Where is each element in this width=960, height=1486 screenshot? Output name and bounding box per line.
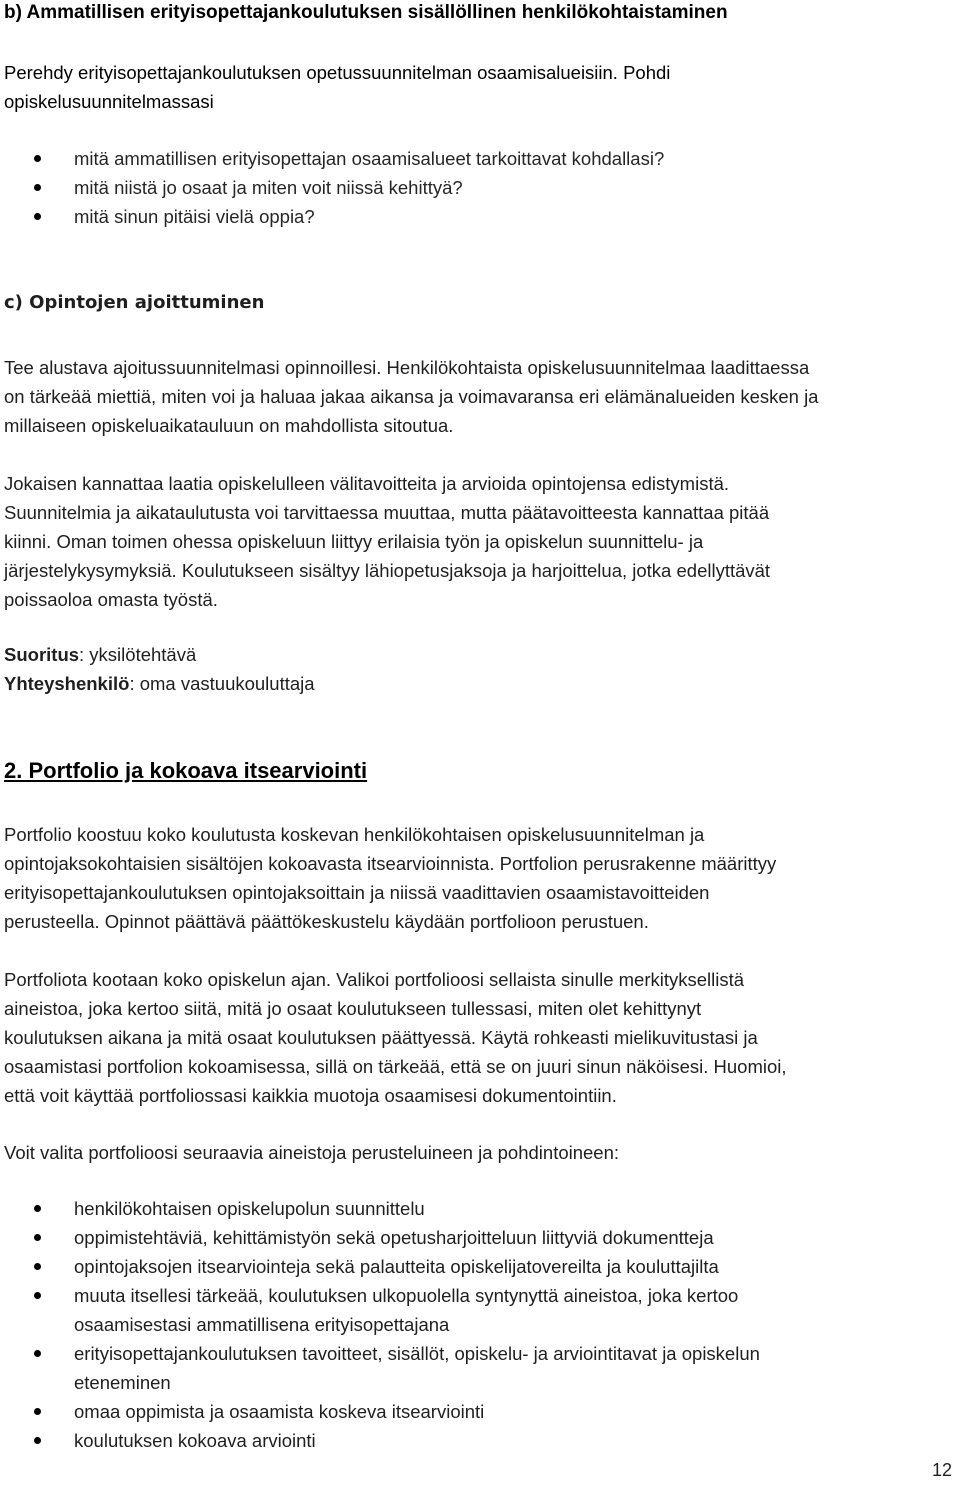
list-item-text: mitä niistä jo osaat ja miten voit niissä kehittyä? xyxy=(74,177,463,198)
bullet-icon xyxy=(34,1234,41,1241)
section-b-heading: b) Ammatillisen erityisopettajankoulutuksen sisällöllinen henkilökohtaistaminen xyxy=(4,2,728,23)
section-c-paragraph xyxy=(4,353,959,440)
portfolio-materials-list xyxy=(4,1194,944,1455)
list-item-text: koulutuksen kokoava arviointi xyxy=(74,1430,316,1451)
paragraph-line: kiinni. Oman toimen ohessa opiskeluun liittyy erilaisia työn ja opiskelun suunnittelu- ja xyxy=(4,531,704,552)
section-2-paragraph xyxy=(4,820,959,936)
paragraph-line: Jokaisen kannattaa laatia opiskelulleen välitavoitteita ja arvioida opintojensa edistymistä. xyxy=(4,473,730,494)
contact-label: Yhteyshenkilö xyxy=(4,673,130,694)
intro-line: Perehdy erityisopettajankoulutuksen opetussuunnitelman osaamisalueisiin. Pohdi xyxy=(4,62,671,83)
list-item-text: mitä ammatillisen erityisopettajan osaamisalueet tarkoittavat kohdallasi? xyxy=(74,148,665,169)
bullet-icon xyxy=(34,1263,41,1270)
paragraph-line: erityisopettajankoulutuksen opintojaksoittain ja niissä vaadittavien osaamistavoitteiden xyxy=(4,882,710,903)
paragraph-line: että voit käyttää portfoliossasi kaikkia muotoja osaamisesi dokumentointiin. xyxy=(4,1085,617,1106)
section-2-paragraph xyxy=(4,965,959,1110)
section-2-heading: 2. Portfolio ja kokoava itsearviointi xyxy=(4,758,368,783)
list-item xyxy=(4,173,944,202)
list-item xyxy=(4,1397,944,1426)
paragraph-line: on tärkeää miettiä, miten voi ja haluaa jakaa aikansa ja voimavaransa eri elämänalueiden kesken ja xyxy=(4,386,819,407)
list-item-text: oppimistehtäviä, kehittämistyön sekä opetusharjoitteluun liittyviä dokumentteja xyxy=(74,1227,714,1248)
list-item-text: henkilökohtaisen opiskelupolun suunnittelu xyxy=(74,1198,425,1219)
list-item-text: eteneminen xyxy=(74,1372,171,1393)
paragraph-line: perusteella. Opinnot päättävä päättökeskustelu käydään portfolioon perustuen. xyxy=(4,911,649,932)
contact-row xyxy=(4,669,959,698)
list-item xyxy=(4,202,944,231)
list-item-text: mitä sinun pitäisi vielä oppia? xyxy=(74,206,315,227)
section-c-paragraph xyxy=(4,469,959,614)
suoritus-row xyxy=(4,640,959,669)
list-item-text: omaa oppimista ja osaamista koskeva itsearviointi xyxy=(74,1401,485,1422)
suoritus-value: : yksilötehtävä xyxy=(79,644,197,665)
assignment-info xyxy=(4,640,959,698)
suoritus-label: Suoritus xyxy=(4,644,80,665)
list-item-text: opintojaksojen itsearviointeja sekä palautteita opiskelijatovereilta ja kouluttajilta xyxy=(74,1256,719,1277)
paragraph-line: Portfolio koostuu koko koulutusta koskevan henkilökohtaisen opiskelusuunnitelman ja xyxy=(4,824,705,845)
paragraph-line: aineistoa, joka kertoo siitä, mitä jo osaat koulutukseen tullessasi, miten olet kehittynyt xyxy=(4,998,702,1019)
intro-line: opiskelusuunnitelmassasi xyxy=(4,91,214,112)
bullet-icon xyxy=(34,1408,41,1415)
paragraph-line: Suunnitelmia ja aikataulutusta voi tarvittaessa muuttaa, mutta päätavoitteesta kannattaa pitää xyxy=(4,502,770,523)
reflection-questions-list xyxy=(4,144,944,231)
bullet-icon xyxy=(34,1205,41,1212)
list-item xyxy=(4,1223,944,1252)
bullet-icon xyxy=(34,184,41,191)
bullet-icon xyxy=(34,155,41,162)
list-item xyxy=(4,1194,944,1223)
bullet-icon xyxy=(34,1292,41,1299)
list-item-text: erityisopettajankoulutuksen tavoitteet, sisällöt, opiskelu- ja arviointitavat ja opiskelun xyxy=(74,1343,760,1364)
paragraph-line: millaiseen opiskeluaikatauluun on mahdollista sitoutua. xyxy=(4,415,454,436)
bullet-icon xyxy=(34,1437,41,1444)
paragraph-line: koulutuksen aikana ja mitä osaat koulutuksen päättyessä. Käytä rohkeasti mielikuvitustasi ja xyxy=(4,1027,758,1048)
paragraph-line: poissaoloa omasta työstä. xyxy=(4,589,218,610)
paragraph-line: Portfoliota kootaan koko opiskelun ajan. Valikoi portfolioosi sellaista sinulle merkityksellistä xyxy=(4,969,745,990)
list-item-text: muuta itsellesi tärkeää, koulutuksen ulkopuolella syntynyttä aineistoa, joka kertoo xyxy=(74,1285,739,1306)
paragraph-line: opintojaksokohtaisien sisältöjen kokoavasta itsearvioinnista. Portfolion perusrakenne määrittyy xyxy=(4,853,777,874)
bullet-icon xyxy=(34,213,41,220)
list-item xyxy=(4,1252,944,1281)
list-item xyxy=(4,1281,944,1339)
list-item xyxy=(4,1339,944,1397)
bullet-icon xyxy=(34,1350,41,1357)
paragraph-line: osaamistasi portfolion kokoamisessa, sillä on tärkeää, että se on juuri sinun näköisesi. Huomioi, xyxy=(4,1056,787,1077)
list-item xyxy=(4,144,944,173)
paragraph-line: Tee alustava ajoitussuunnitelmasi opinnoillesi. Henkilökohtaista opiskelusuunnitelmaa laadittaessa xyxy=(4,357,810,378)
list-item xyxy=(4,1426,944,1455)
section-2-paragraph: Voit valita portfolioosi seuraavia aineistoja perusteluineen ja pohdintoineen: xyxy=(4,1142,620,1163)
list-item-text: osaamisestasi ammatillisena erityisopettajana xyxy=(74,1314,450,1335)
page-number: 12 xyxy=(931,1460,952,1480)
section-b-intro xyxy=(4,58,944,116)
paragraph-line: järjestelykysymyksiä. Koulutukseen sisältyy lähiopetusjaksoja ja harjoittelua, jotka edellyttävät xyxy=(4,560,771,581)
contact-value: : oma vastuukouluttaja xyxy=(129,673,315,694)
section-c-heading: c) Opintojen ajoittuminen xyxy=(4,292,265,313)
